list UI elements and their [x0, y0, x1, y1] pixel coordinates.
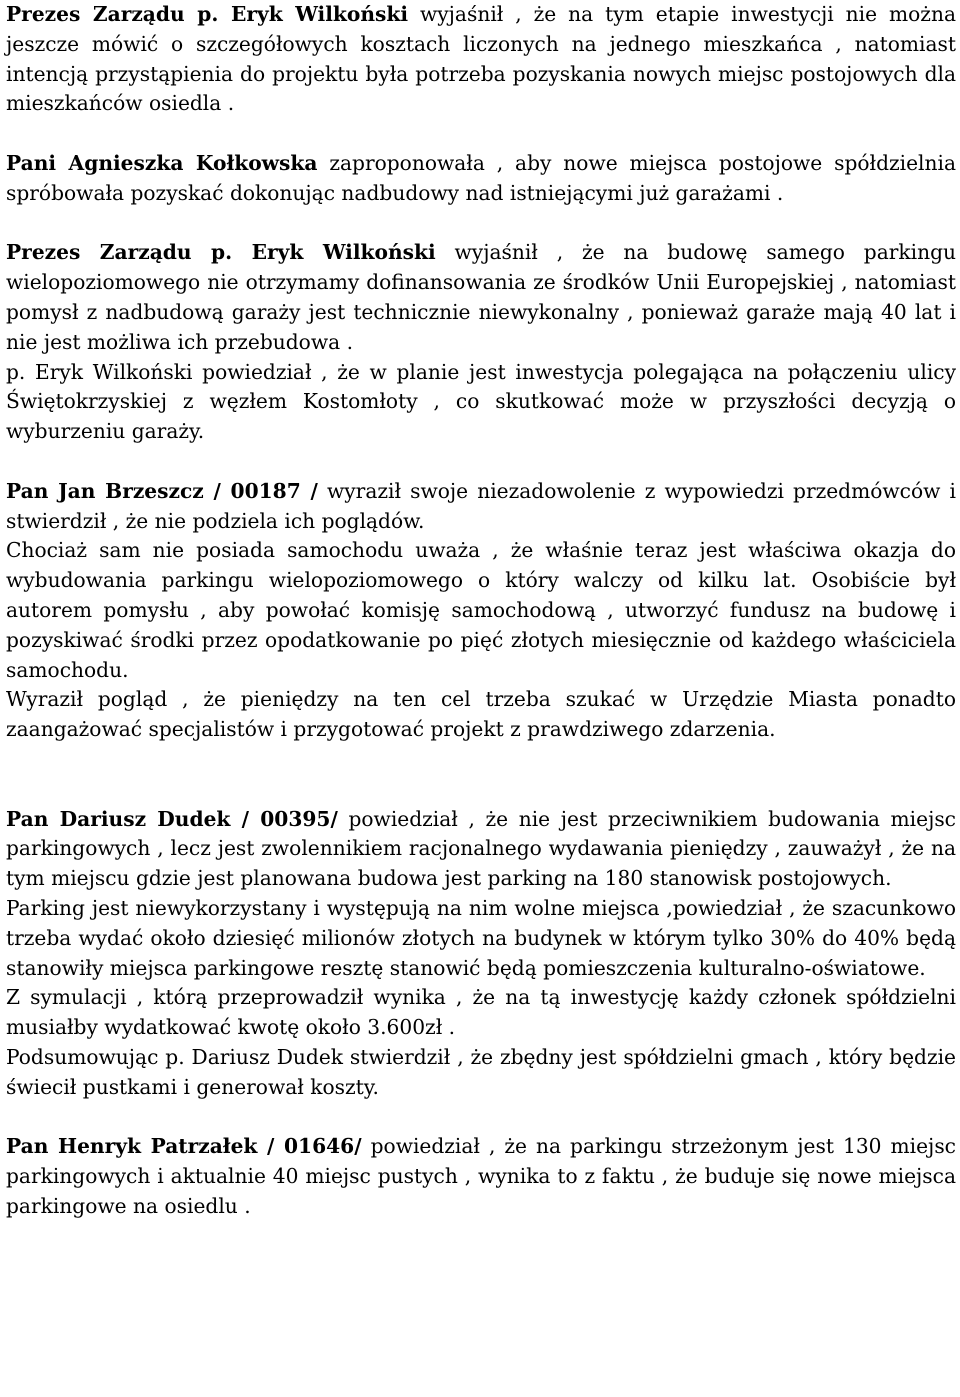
- paragraph-text: Chociaż sam nie posiada samochodu uważa , że właśnie teraz jest właściwa okazja do wybudowania parkingu wielopoziomowego o który walczy od kilku lat. Osobiście był autorem pomysłu , aby powołać komisję samochodową , utworzyć fundusz na budowę i pozyskiwać środki przez opodatkowanie po pięć złotych miesięcznie od każdego właściciela samochodu.: [6, 538, 956, 682]
- speaker-name: Pani Agnieszka Kołkowska: [6, 150, 318, 175]
- speaker-name: Pan Jan Brzeszcz / 00187 /: [6, 478, 318, 503]
- paragraph-text: Parking jest niewykorzystany i występują na nim wolne miejsca ,powiedział , że szacunkowo trzeba wydać około dziesięć milionów złotych na budynek w którym tylko 30% do 40% będą stanowiły miejsca parkingowe resztę stanowić będą pomieszczenia kulturalno-oświatowe.: [6, 895, 956, 980]
- paragraph-brzeszcz-view: [6, 685, 956, 745]
- paragraph-text: powiedział , że na parkingu strzeżonym jest 130 miejsc parkingowych i aktualnie 40 miejsc pustych , wynika to z faktu , że buduje się nowe miejsca parkingowe na osiedlu .: [6, 1134, 956, 1218]
- paragraph-brzeszcz-opinion: [6, 536, 956, 685]
- paragraph-gap: [6, 447, 956, 477]
- paragraph-text: powiedział , że nie jest przeciwnikiem budowania miejsc parkingowych , lecz jest zwolennikiem racjonalnego wydawania pieniędzy , zauważył , że na tym miejscu gdzie jest planowana budowa jest parking na 180 stanowisk postojowych.: [6, 806, 956, 891]
- paragraph-kolkowska: [6, 149, 956, 209]
- paragraph-text: Podsumowując p. Dariusz Dudek stwierdził , że zbędny jest spółdzielni gmach , który będzie świecił pustkami i generował koszty.: [6, 1044, 956, 1099]
- paragraph-text: wyjaśnił , że na budowę samego parkingu wielopoziomowego nie otrzymamy dofinansowania ze środków Unii Europejskiej , natomiast pomysł z nadbudową garaży jest technicznie niewykonalny , ponieważ garaże mają 40 lat i nie jest możliwa ich przebudowa .: [6, 240, 956, 354]
- speaker-name: Prezes Zarządu p. Eryk Wilkoński: [6, 2, 409, 26]
- speaker-name: Prezes Zarządu p. Eryk Wilkoński: [6, 240, 436, 265]
- paragraph-text: p. Eryk Wilkoński powiedział , że w planie jest inwestycja polegająca na połączeniu ulicy Świętokrzyskiej z węzłem Kostomłoty , co skutkować może w przyszłości decyzją o wyburzeniu garaży.: [6, 359, 956, 444]
- speaker-name: Pan Henryk Patrzałek / 01646/: [6, 1134, 362, 1159]
- paragraph-gap: [6, 119, 956, 149]
- paragraph-text: Wyraził pogląd , że pieniędzy na ten cel trzeba szukać w Urzędzie Miasta ponadto zaangażować specjalistów i przygotować projekt z prawdziwego zdarzenia.: [6, 687, 956, 742]
- paragraph-dudek-simulation: [6, 983, 956, 1043]
- speaker-name: Pan Dariusz Dudek / 00395/: [6, 806, 338, 831]
- paragraph-text: wyraził swoje niezadowolenie z wypowiedzi przedmówców i stwierdził , że nie podziela ich poglądów.: [6, 478, 956, 533]
- paragraph-wilkonski-plan: [6, 358, 956, 447]
- paragraph-gap: [6, 745, 956, 805]
- paragraph-brzeszcz: [6, 477, 956, 537]
- paragraph-text: zaproponowała , aby nowe miejsca postojowe spółdzielnia spróbowała pozyskać dokonując nadbudowy nad istniejącymi już garażami .: [6, 150, 956, 205]
- paragraph-dudek-parking: [6, 894, 956, 983]
- paragraph-gap: [6, 209, 956, 239]
- paragraph-wilkonski-funding: [6, 238, 956, 357]
- paragraph-patrzalek: [6, 1132, 956, 1221]
- paragraph-text: Z symulacji , którą przeprowadził wynika , że na tą inwestycję każdy członek spółdzielni musiałby wydatkować kwotę około 3.600zł .: [6, 985, 956, 1040]
- paragraph-text: wyjaśnił , że na tym etapie inwestycji nie można jeszcze mówić o szczegółowych kosztach liczonych na jednego mieszkańca , natomiast intencją przystąpienia do projektu była potrzeba pozyskania nowych miejsc postojowych dla mieszkańców osiedla .: [6, 2, 956, 116]
- paragraph-dudek-summary: [6, 1043, 956, 1103]
- paragraph-wilkonski-costs: [6, 0, 956, 119]
- paragraph-gap: [6, 1102, 956, 1132]
- paragraph-dudek: [6, 805, 956, 894]
